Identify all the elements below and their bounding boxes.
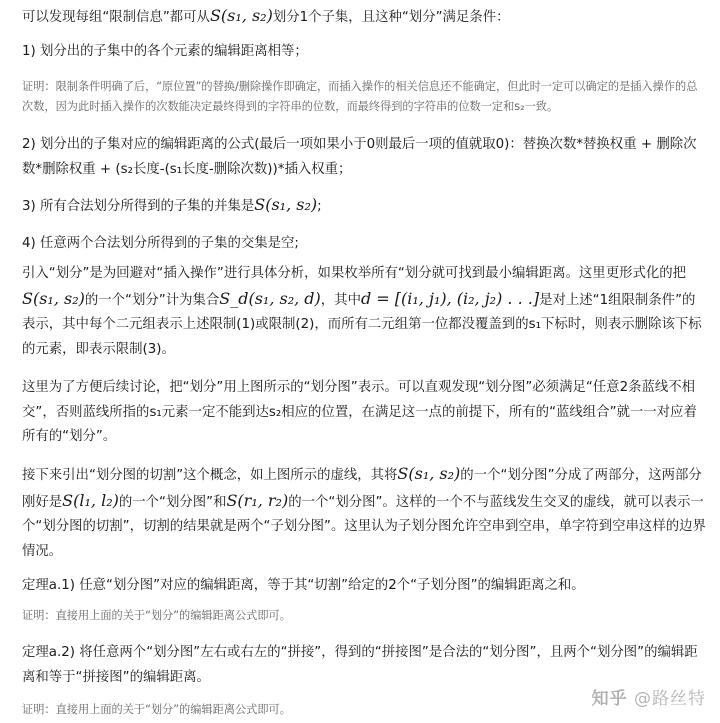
paragraph-cond1	[22, 40, 706, 65]
text-segment: ;	[317, 199, 322, 214]
math-expression: S_d(s₁, s₂, d)	[219, 288, 321, 308]
paragraph-cond3	[22, 193, 706, 220]
text-segment: 划分1个子集，且这种“划分”满足条件：	[272, 10, 510, 25]
paragraph-proof1	[22, 77, 706, 117]
text-segment: 定理a.1) 任意“划分图”对应的编辑距离，等于其“切割”给定的2个“子划分图”的编辑距离之和。	[22, 578, 585, 593]
text-segment: 的一个“划分图”分成了两部分，这两部分刚好是	[22, 468, 702, 510]
text-segment: ，其中	[320, 292, 361, 308]
zhihu-logo: 知乎	[591, 689, 628, 709]
paragraph-para1	[22, 262, 706, 362]
math-expression: S(s₁, s₂)	[22, 288, 85, 308]
math-expression: S(s₁, s₂)	[397, 464, 461, 483]
text-segment: 4) 任意两个合法划分所得到的子集的交集是空;	[22, 236, 299, 251]
text-segment: 证明：限制条件明确了后，“原位置”的替换/删除操作即确定，而插入操作的相关信息还不能确定，但此时一定可以确定的是插入操作的总次数，因为此时插入操作的次数能决定最终得到的字符串的位数，而最终得到的字符串的位数一定和s₂一致。	[22, 80, 698, 113]
paragraph-para2	[22, 376, 706, 450]
text-segment: 引入“划分”是为回避对“插入操作”进行具体分析，如果枚举所有“划分就可找到最小编辑距离。这里更形式化的把	[22, 266, 687, 281]
paragraph-cond4	[22, 232, 706, 257]
text-segment: 是对上述“1组限制条件”的表示，其中每个二元组表示上述限制(1)或限制(2)，而所有二元组第一位都没覆盖到的s₁下标时，则表示删除该下标的元素，即表示限制(3)。	[22, 292, 702, 357]
text-segment: 3) 所有合法划分所得到的子集的并集是	[22, 199, 255, 214]
zhihu-watermark	[592, 684, 706, 709]
paragraph-cond2	[22, 133, 706, 182]
math-expression: S(s₁, s₂)	[209, 6, 273, 25]
text-segment: 的一个“划分”计为集合	[84, 292, 220, 308]
text-segment: 的一个“划分图”。这样的一个不与蓝线发生交叉的虚线，就可以表示一个“划分图的切割”，切割的结果就是两个“子划分图”。这里认为子划分图允许空串到空串，单字符到空串这样的边界情况。	[22, 494, 706, 559]
paragraph-para3	[22, 462, 706, 564]
author-handle: @路丝特	[634, 689, 706, 709]
text-segment: 定理a.2) 将任意两个“划分图”左右或右左的“拼接”，得到的“拼接图”是合法的“划分图”，且两个“划分图”的编辑距离和等于“拼接图”的编辑距离。	[22, 645, 698, 685]
text-segment: 可以发现每组“限制信息”都可从	[22, 10, 210, 25]
math-expression: S(s₁, s₂)	[254, 195, 318, 214]
text-segment: 这里为了方便后续讨论，把“划分”用上图所示的“划分图”表示。可以直观发现“划分图”必须满足“任意2条蓝线不相交”，否则蓝线所指的s₁元素一定不能到达s₂相应的位置，在满足这一点的前提下，所有的“蓝线组合”就一一对应着所有的“划分”。	[22, 380, 697, 444]
math-expression: S(r₁, r₂)	[226, 490, 289, 510]
text-segment: 证明：直接用上面的关于“划分”的编辑距离公式即可。	[22, 609, 291, 622]
paragraph-proof2	[22, 606, 706, 626]
text-segment: 1) 划分出的子集中的各个元素的编辑距离相等；	[22, 44, 308, 59]
paragraph-thm1	[22, 574, 706, 599]
text-segment: 接下来引出“划分图的切割”这个概念，如上图所示的虚线，其将	[22, 468, 398, 483]
paragraph-thm2	[22, 641, 706, 690]
text-segment: 的一个“划分图”和	[118, 494, 227, 510]
text-segment: 2) 划分出的子集对应的编辑距离的公式(最后一项如果小于0则最后一项的值就取0)：替换次数*替换权重 + 删除次数*删除权重 + (s₂长度-(s₁长度-删除次数))*插入权重；	[22, 137, 697, 177]
paragraph-intro	[22, 4, 706, 31]
text-segment: 证明：直接用上面的关于“划分”的编辑距离公式即可。	[22, 703, 291, 716]
math-expression: S(l₁, l₂)	[62, 490, 119, 510]
math-expression: d = [(i₁, j₁), (i₂, j₂) . . .]	[360, 288, 540, 308]
